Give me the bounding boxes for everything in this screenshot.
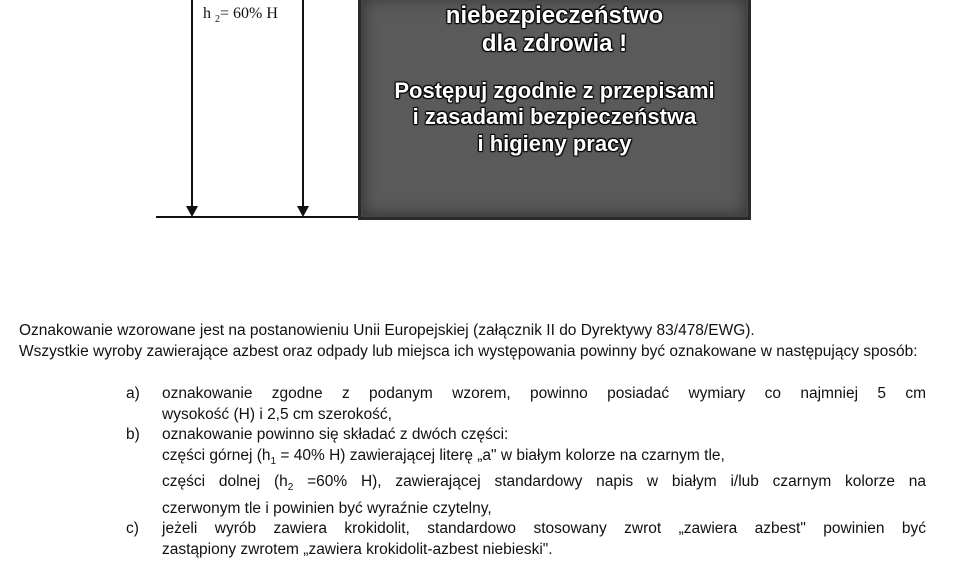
sign-warning-text: niebezpieczeństwo dla zdrowia ! xyxy=(445,2,664,57)
dimension-line-h2 xyxy=(302,0,304,208)
upper-part-line: części górnej ($h_1 = 40\%$ H) zawierającej literę „a" w białym kolorze na czarnym tle, xyxy=(162,446,725,467)
paragraph-requirements: Wszystkie wyroby zawierające azbest oraz odpady lub miejsca ich występowania powinny być oznakowane w następujący sposób: xyxy=(19,343,918,360)
list-item-b: b) oznakowanie powinno się składać z dwóch części: części górnej ($h_1 = 40\%$ H) zawierającej literę „a" w białym kolorze na czarnym tle, części dolnej ($h_2 =60\%$ H), zawierającej standardowy napis w białym i/lub czarnym kolorze na czerwonym tle i powinien być wyraźnie czytelny, xyxy=(126,425,926,519)
paragraph-intro: Oznakowanie wzorowane jest na postanowieniu Unii Europejskiej (załącznik II do Dyrektywy 83/478/EWG). xyxy=(19,322,755,339)
list-marker: a) xyxy=(126,385,140,402)
lower-part-line: części dolnej ($h_2 =60\%$ H), zawierającej standardowy napis w białym i/lub czarnym kolorze na xyxy=(162,473,926,494)
list-item-c: c) jeżeli wyrób zawiera krokidolit, standardowo stosowany zwrot „zawiera azbest" powinien być zastąpiony zwrotem „zawiera krokidolit-azbest niebieski". xyxy=(126,519,926,560)
sign-instruction-text: Postępuj zgodnie z przepisami i zasadami bezpieczeństwa i higieny pracy xyxy=(394,78,715,156)
asbestos-warning-sign xyxy=(358,0,751,220)
dimension-line-h xyxy=(191,0,193,208)
h2-dimension-label: h $_2$= 60% H xyxy=(203,5,278,26)
list-item-a: a) oznakowanie zgodne z podanym wzorem, powinno posiadać wymiary co najmniej 5 cm wysokość (H) i 2,5 cm szerokość, xyxy=(126,384,926,425)
list-marker: c) xyxy=(126,520,139,538)
baseline xyxy=(156,216,360,218)
requirements-list xyxy=(126,384,926,560)
list-marker: b) xyxy=(126,426,140,443)
